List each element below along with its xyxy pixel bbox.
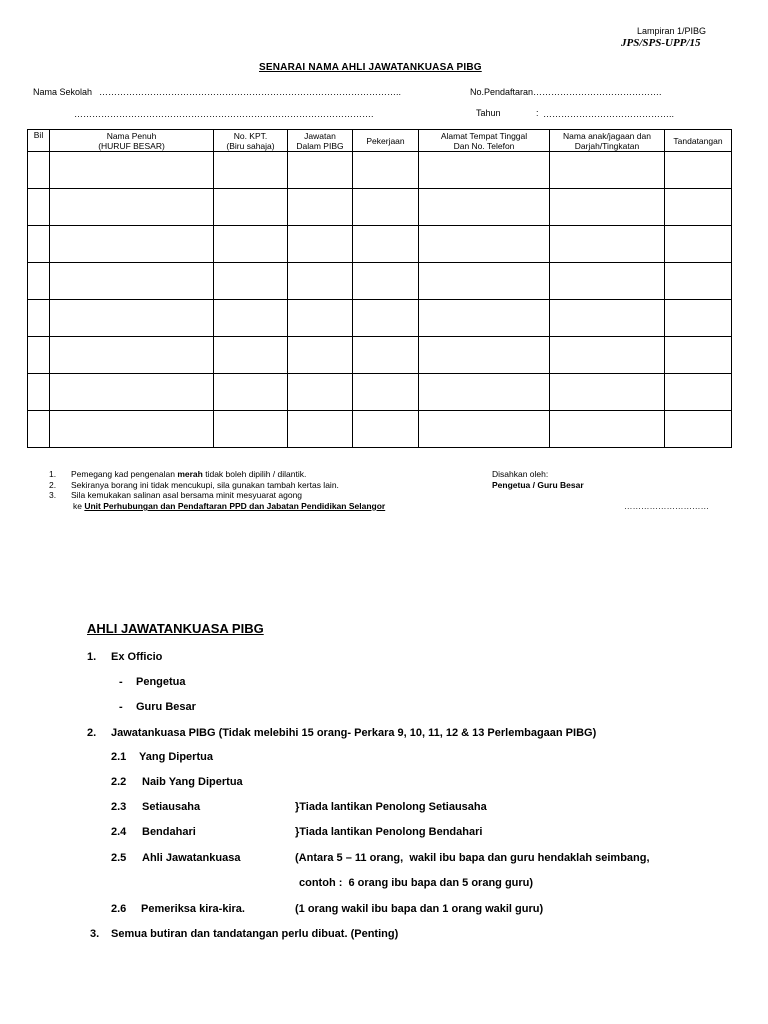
col-tandatangan: Tandatangan xyxy=(665,130,732,152)
table-cell[interactable] xyxy=(550,374,665,411)
table-cell[interactable] xyxy=(550,226,665,263)
table-header-row xyxy=(28,130,732,152)
table-cell[interactable] xyxy=(28,263,50,300)
table-cell[interactable] xyxy=(419,263,550,300)
table-cell[interactable] xyxy=(550,337,665,374)
table-cell[interactable] xyxy=(665,300,732,337)
table-cell[interactable] xyxy=(353,411,419,448)
sub-2-6-number: 2.6 xyxy=(111,903,127,915)
sub-2-4-number: 2.4 xyxy=(111,826,127,838)
item-3-number: 3. xyxy=(90,928,100,940)
tahun-label: Tahun xyxy=(476,108,501,118)
table-cell[interactable] xyxy=(419,226,550,263)
table-cell[interactable] xyxy=(214,152,288,189)
table-cell[interactable] xyxy=(419,337,550,374)
table-cell[interactable] xyxy=(419,374,550,411)
table-cell[interactable] xyxy=(550,300,665,337)
table-row xyxy=(28,411,732,448)
table-cell[interactable] xyxy=(665,374,732,411)
table-row xyxy=(28,337,732,374)
table-cell[interactable] xyxy=(550,189,665,226)
table-cell[interactable] xyxy=(214,226,288,263)
section-heading: AHLI JAWATANKUASA PIBG xyxy=(87,621,264,636)
note-1: Pemegang kad pengenalan merah tidak boleh dipilih / dilantik. xyxy=(71,469,307,479)
col-nama-anak: Nama anak/jagaan dan Darjah/Tingkatan xyxy=(550,130,665,152)
table-row xyxy=(28,263,732,300)
col-bil: Bil xyxy=(28,130,50,152)
table-cell[interactable] xyxy=(288,152,353,189)
sub-2-6-note: (1 orang wakil ibu bapa dan 1 orang wakil guru) xyxy=(295,903,544,915)
table-cell[interactable] xyxy=(353,189,419,226)
committee-table xyxy=(27,129,732,448)
tahun-field[interactable]: …………………………………….. xyxy=(543,109,675,119)
table-cell[interactable] xyxy=(665,263,732,300)
table-cell[interactable] xyxy=(419,152,550,189)
form-code: JPS/SPS-UPP/15 xyxy=(621,37,701,49)
table-cell[interactable] xyxy=(50,152,214,189)
table-cell[interactable] xyxy=(665,411,732,448)
table-cell[interactable] xyxy=(288,411,353,448)
table-cell[interactable] xyxy=(50,411,214,448)
sub-2-3-note: }Tiada lantikan Penolong Setiausaha xyxy=(295,801,487,813)
sub-2-1: Yang Dipertua xyxy=(139,751,213,763)
nama-sekolah-field[interactable]: ……………………………………………………………………………………….. xyxy=(99,87,402,97)
table-cell[interactable] xyxy=(28,152,50,189)
col-alamat: Alamat Tempat Tinggal Dan No. Telefon xyxy=(419,130,550,152)
table-cell[interactable] xyxy=(288,189,353,226)
item-2: Jawatankuasa PIBG (Tidak melebihi 15 orang- Perkara 9, 10, 11, 12 & 13 Perlembagaan PIBG) xyxy=(111,727,597,739)
table-cell[interactable] xyxy=(419,300,550,337)
table-row xyxy=(28,226,732,263)
col-no-kpt: No. KPT. (Biru sahaja) xyxy=(214,130,288,152)
no-pendaftaran-field[interactable]: No.Pendaftaran……………………………………. xyxy=(470,87,662,97)
table-cell[interactable] xyxy=(28,189,50,226)
item-3: Semua butiran dan tandatangan perlu dibuat. (Penting) xyxy=(111,928,399,940)
sub-2-5-number: 2.5 xyxy=(111,852,127,864)
form-title: SENARAI NAMA AHLI JAWATANKUASA PIBG xyxy=(259,62,482,73)
disahkan-label: Disahkan oleh: xyxy=(492,469,549,479)
sub-2-5-note: (Antara 5 – 11 orang, wakil ibu bapa dan guru hendaklah seimbang, xyxy=(295,852,650,864)
item-2-number: 2. xyxy=(87,727,97,739)
table-row xyxy=(28,300,732,337)
table-cell[interactable] xyxy=(50,300,214,337)
table-cell[interactable] xyxy=(28,300,50,337)
sub-2-5-example: contoh : 6 orang ibu bapa dan 5 orang guru) xyxy=(299,877,534,889)
table-cell[interactable] xyxy=(214,337,288,374)
table-cell[interactable] xyxy=(214,374,288,411)
table-cell[interactable] xyxy=(550,411,665,448)
table-cell[interactable] xyxy=(353,263,419,300)
table-cell[interactable] xyxy=(353,337,419,374)
item-1a: Pengetua xyxy=(136,676,186,688)
table-cell[interactable] xyxy=(28,374,50,411)
table-cell[interactable] xyxy=(214,189,288,226)
tahun-colon: : xyxy=(536,108,539,118)
table-cell[interactable] xyxy=(550,263,665,300)
note-3-number: 3. xyxy=(49,490,57,500)
lampiran-label: Lampiran 1/PIBG xyxy=(637,26,707,36)
nama-sekolah-label: Nama Sekolah xyxy=(33,87,93,97)
table-cell[interactable] xyxy=(353,374,419,411)
table-cell[interactable] xyxy=(419,411,550,448)
col-jawatan: Jawatan Dalam PIBG xyxy=(288,130,353,152)
table-cell[interactable] xyxy=(419,189,550,226)
sub-2-4: Bendahari xyxy=(142,826,196,838)
nama-sekolah-field-line2[interactable]: ………………………………………………………………………………………. xyxy=(74,109,374,119)
table-cell[interactable] xyxy=(50,226,214,263)
table-cell[interactable] xyxy=(288,263,353,300)
table-cell[interactable] xyxy=(353,300,419,337)
item-1: Ex Officio xyxy=(111,651,163,663)
sub-2-4-note: }Tiada lantikan Penolong Bendahari xyxy=(295,826,483,838)
note-3-destination: ke Unit Perhubungan dan Pendaftaran PPD dan Jabatan Pendidikan Selangor xyxy=(73,501,386,511)
table-row xyxy=(28,189,732,226)
sub-2-3-number: 2.3 xyxy=(111,801,127,813)
table-cell[interactable] xyxy=(665,337,732,374)
item-1b: Guru Besar xyxy=(136,701,196,713)
table-cell[interactable] xyxy=(665,152,732,189)
table-cell[interactable] xyxy=(288,374,353,411)
table-cell[interactable] xyxy=(50,263,214,300)
table-cell[interactable] xyxy=(288,337,353,374)
table-cell[interactable] xyxy=(50,337,214,374)
table-cell[interactable] xyxy=(50,374,214,411)
table-cell[interactable] xyxy=(288,226,353,263)
sub-2-3: Setiausaha xyxy=(142,801,201,813)
table-cell[interactable] xyxy=(28,411,50,448)
table-cell[interactable] xyxy=(353,152,419,189)
table-cell[interactable] xyxy=(214,263,288,300)
table-cell[interactable] xyxy=(214,411,288,448)
note-1-number: 1. xyxy=(49,469,57,479)
sub-2-6: Pemeriksa kira-kira. xyxy=(141,903,245,915)
item-1-number: 1. xyxy=(87,651,97,663)
table-cell[interactable] xyxy=(353,226,419,263)
table-cell[interactable] xyxy=(665,226,732,263)
table-cell[interactable] xyxy=(665,189,732,226)
table-cell[interactable] xyxy=(28,337,50,374)
dash: - xyxy=(119,676,123,688)
table-row xyxy=(28,152,732,189)
table-row xyxy=(28,374,732,411)
sub-2-2-number: 2.2 xyxy=(111,776,127,788)
table-cell[interactable] xyxy=(288,300,353,337)
pengetua-label: Pengetua / Guru Besar xyxy=(492,480,584,490)
dash: - xyxy=(119,701,123,713)
note-2-number: 2. xyxy=(49,480,57,490)
sub-2-5: Ahli Jawatankuasa xyxy=(142,852,241,864)
signature-line[interactable]: ………………………… xyxy=(624,501,709,511)
col-pekerjaan: Pekerjaan xyxy=(353,130,419,152)
note-2: Sekiranya borang ini tidak mencukupi, sila gunakan tambah kertas lain. xyxy=(71,480,339,490)
note-3: Sila kemukakan salinan asal bersama minit mesyuarat agong xyxy=(71,490,303,500)
sub-2-2: Naib Yang Dipertua xyxy=(142,776,243,788)
col-nama-penuh: Nama Penuh (HURUF BESAR) xyxy=(50,130,214,152)
table-cell[interactable] xyxy=(28,226,50,263)
table-cell[interactable] xyxy=(214,300,288,337)
sub-2-1-number: 2.1 xyxy=(111,751,127,763)
table-cell[interactable] xyxy=(550,152,665,189)
table-cell[interactable] xyxy=(50,189,214,226)
